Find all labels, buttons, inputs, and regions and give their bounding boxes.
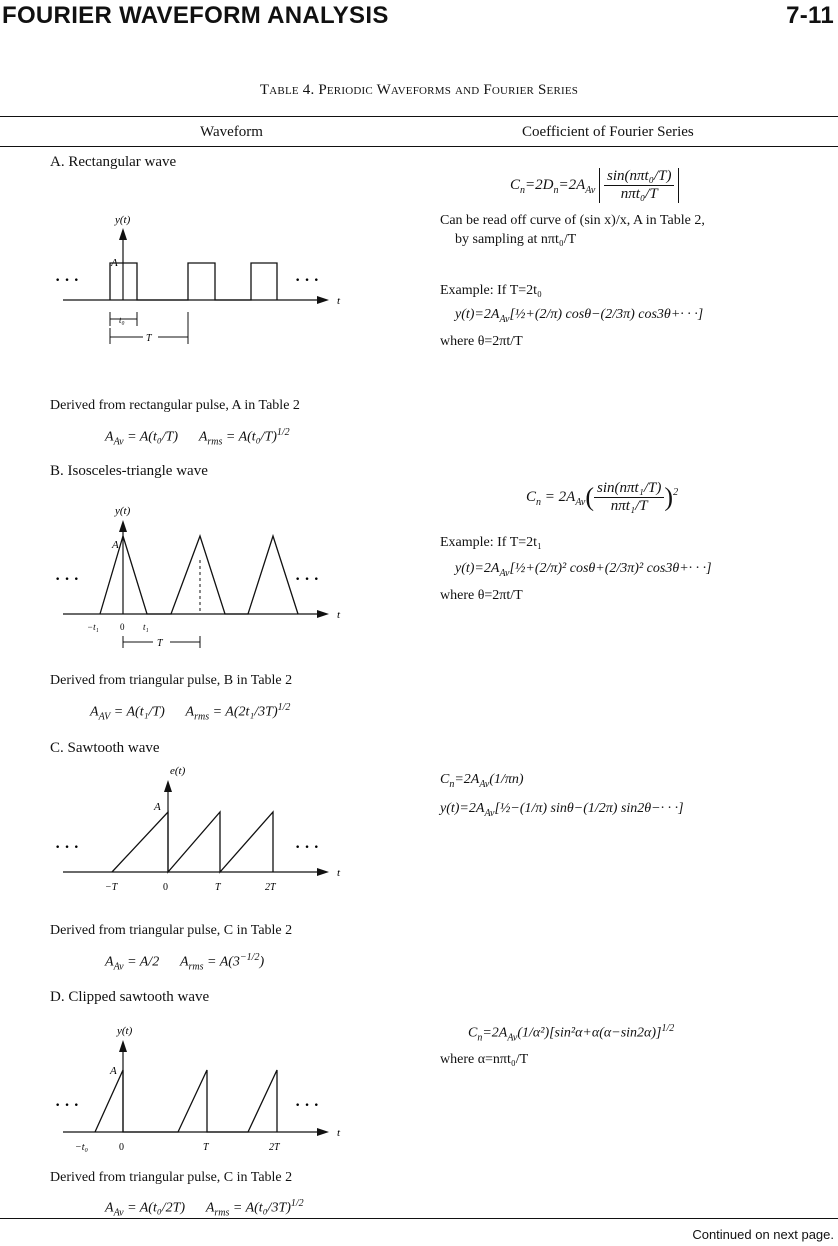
svg-text:2T: 2T xyxy=(265,882,276,893)
section-d-title: D. Clipped sawtooth wave xyxy=(50,989,210,1005)
formula-a-cn: $C_n=2D_n=2A_{Av}$ $\frac{\text{sin(nπt₀/T)}}{\text{nπt₀/T}}$ xyxy=(510,168,679,203)
svg-text:A: A xyxy=(112,539,119,551)
svg-text:T: T xyxy=(203,1142,209,1153)
formula-c-cn: $C_n=2A_{Av}(1/\pi n)$ xyxy=(440,772,524,790)
continued-note: Continued on next page. xyxy=(692,1227,834,1242)
svg-text:t₀: t₀ xyxy=(119,315,125,325)
section-b-example: Example: If T=2t₁ xyxy=(440,535,542,550)
section-c-derived: Derived from triangular pulse, C in Table 2 xyxy=(50,923,293,938)
svg-text:t₁: t₁ xyxy=(143,622,149,632)
section-d-averages: $A_{Av} = A(t_0/2T)$ $A_{rms} = A(t_0/3T)^{1/2}$ xyxy=(105,1198,304,1219)
formula-a-denominator: nπt₀/T xyxy=(620,186,658,202)
table-title: Table 4. Periodic Waveforms and Fourier Series xyxy=(259,82,579,98)
svg-text:0: 0 xyxy=(119,1142,124,1153)
section-b-derived: Derived from triangular pulse, B in Table 2 xyxy=(50,673,293,688)
page-number: 7-11 xyxy=(786,2,834,29)
rectangular-wave-diagram xyxy=(55,200,345,350)
svg-text:A: A xyxy=(111,257,118,269)
svg-text:y(t): y(t) xyxy=(115,505,131,517)
svg-text:T: T xyxy=(146,333,152,344)
section-a-note-2: by sampling at nπt₀/T xyxy=(455,232,577,247)
svg-text:· · ·: · · · xyxy=(55,571,80,588)
clipped-sawtooth-diagram xyxy=(55,1010,345,1160)
svg-text:0: 0 xyxy=(120,622,125,632)
section-a-series: $y(t)=2A_{Av}[\frac{1}{2}+(2/\pi)$ cosθ−(2/3π) cos3θ+· · ·] xyxy=(455,307,704,325)
svg-text:0: 0 xyxy=(163,882,168,893)
section-b-title: B. Isosceles-triangle wave xyxy=(50,463,208,479)
section-d-derived: Derived from triangular pulse, C in Table 2 xyxy=(50,1170,293,1185)
svg-text:T: T xyxy=(215,882,221,893)
svg-text:t: t xyxy=(337,1127,341,1139)
svg-text:t: t xyxy=(337,609,341,621)
svg-text:−T: −T xyxy=(105,882,118,893)
formula-b-cn: $C_n = 2A_{Av}$( $\frac{\text{sin(nπt₁/T)}}{\text{nπt₁/T}}$ )$^2$ xyxy=(526,480,679,514)
section-a-derived: Derived from rectangular pulse, A in Table 2 xyxy=(50,398,300,413)
top-rule xyxy=(0,116,838,117)
svg-text:t: t xyxy=(337,295,341,307)
formula-d-cn: $C_n=2A_{Av}(1/\alpha^2)[\sin^2\alpha+\alpha(\alpha-\sin 2\alpha)]^{1/2}$ xyxy=(468,1023,675,1044)
section-a-where: where θ=2πt/T xyxy=(440,334,523,349)
section-c-series: $y(t)=2A_{Av}[\frac{1}{2}-(1/\pi)$ sinθ−(1/2π) sin2θ−· · ·] xyxy=(440,801,684,819)
col-header-waveform: Waveform xyxy=(200,124,263,140)
formula-a-numerator: sin(nπt₀/T) xyxy=(604,168,674,186)
svg-text:· · ·: · · · xyxy=(55,839,80,856)
svg-text:y(t): y(t) xyxy=(115,214,131,226)
svg-text:A: A xyxy=(110,1065,117,1077)
section-c-averages: $A_{Av} = A/2$ $A_{rms} = A(3^{-1/2})$ xyxy=(105,952,265,973)
svg-text:T: T xyxy=(157,638,163,649)
section-a-example: Example: If T=2t₀ xyxy=(440,283,542,298)
svg-text:−t₀: −t₀ xyxy=(75,1142,89,1153)
bottom-rule xyxy=(0,1218,838,1219)
svg-text:2T: 2T xyxy=(269,1142,280,1153)
section-d-where: where α=nπt₀/T xyxy=(440,1052,529,1067)
section-b-series: $y(t)=2A_{Av}[\frac{1}{2}+(2/\pi)^2$ cosθ+(2/3π)² cos3θ+· · ·] xyxy=(455,561,712,579)
section-a-averages: $A_{Av} = A(t_0/T)$ $A_{rms} = A(t_0/T)^{1/2}$ xyxy=(105,427,290,448)
col-header-coefficient: Coefficient of Fourier Series xyxy=(522,124,694,140)
svg-text:t: t xyxy=(337,867,341,879)
header-rule xyxy=(0,146,838,147)
svg-text:y(t): y(t) xyxy=(117,1025,133,1037)
svg-text:· · ·: · · · xyxy=(55,1097,80,1114)
section-a-note-1: Can be read off curve of (sin x)/x, A in Table 2, xyxy=(440,213,705,228)
svg-text:· · ·: · · · xyxy=(295,839,320,856)
section-a-title: A. Rectangular wave xyxy=(50,154,177,170)
section-b-averages: $A_{AV} = A(t_1/T)$ $A_{rms} = A(2t_1/3T)^{1/2}$ xyxy=(90,702,291,723)
svg-text:· · ·: · · · xyxy=(295,1097,320,1114)
sawtooth-wave-diagram xyxy=(55,760,345,900)
page-header-title: FOURIER WAVEFORM ANALYSIS xyxy=(2,2,389,29)
svg-text:· · ·: · · · xyxy=(295,571,320,588)
section-b-where: where θ=2πt/T xyxy=(440,588,523,603)
section-c-title: C. Sawtooth wave xyxy=(50,740,160,756)
svg-text:e(t): e(t) xyxy=(170,765,186,777)
svg-text:−t₁: −t₁ xyxy=(87,622,99,632)
svg-text:A: A xyxy=(154,801,161,813)
svg-text:· · ·: · · · xyxy=(55,272,80,289)
svg-text:· · ·: · · · xyxy=(295,272,320,289)
triangle-wave-diagram xyxy=(55,490,345,650)
